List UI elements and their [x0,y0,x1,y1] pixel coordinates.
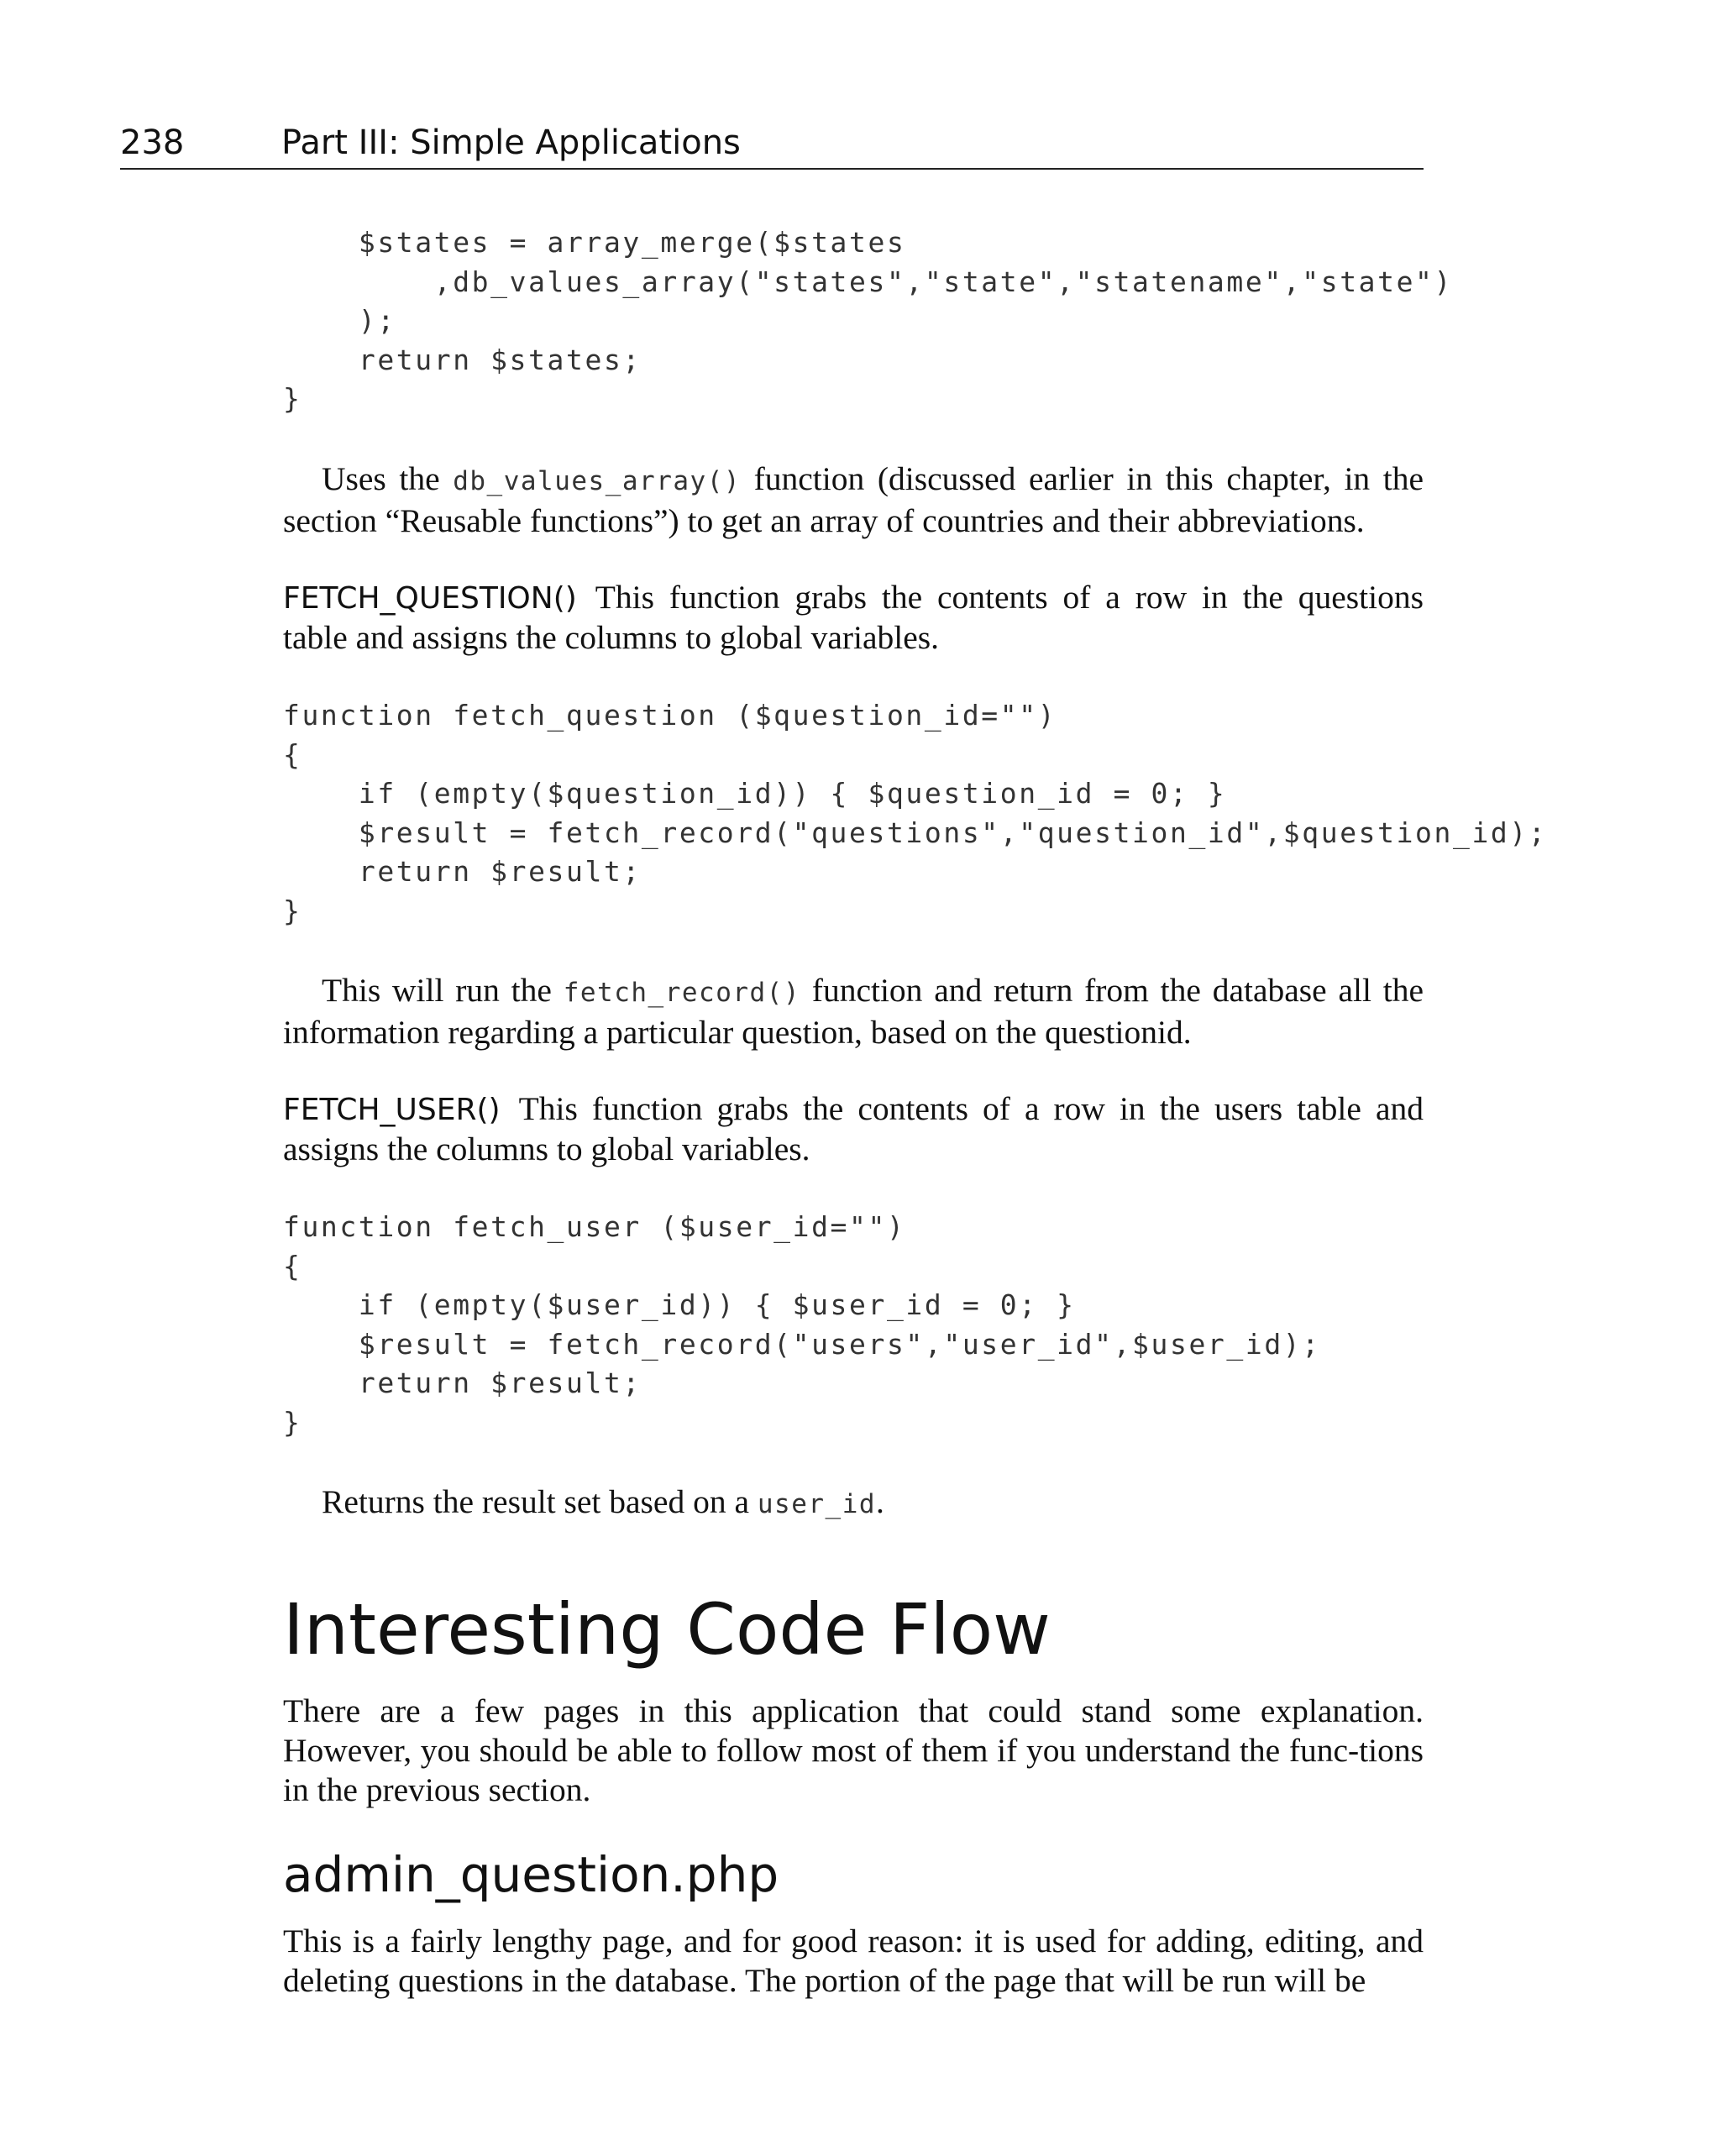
paragraph-text: This function grabs the contents of a row in the users table and assigns the columns to global variables. [283,1090,1424,1167]
code-block-states [283,223,1453,419]
paragraph-text: This function grabs the contents of a row in the questions table and assigns the columns to global variables. [283,579,1424,656]
code-line: function fetch_user ($user_id="") [283,1210,906,1243]
paragraph-fetch-record [283,971,1424,1052]
paragraph-text: . [876,1483,884,1520]
section-paragraph: There are a few pages in this application that could stand some explanation. However, you should be able to follow most of them if you understand the func-tions in the previous section. [283,1692,1424,1808]
paragraph-text: function (discussed earlier in this chapter, in the section “Reusable functions”) to get an array of countries and their abbreviations. [283,460,1424,539]
code-line: } [283,382,302,415]
code-line: ); [283,304,396,337]
code-block-fetch-question [283,696,1547,931]
code-line: $result = fetch_record("users","user_id",$user_id); [283,1327,1321,1361]
paragraph-text: function and return from the database all the information regarding a particular question, based on the questionid. [283,972,1424,1051]
part-title: Part III: Simple Applications [281,123,741,162]
code-line: if (empty($question_id)) { $question_id = 0; } [283,777,1227,810]
page-number: 238 [120,123,185,162]
inline-code: db_values_array() [453,466,742,496]
code-line: $states = array_merge($states [283,226,906,259]
paragraph-fetch-question [283,578,1424,658]
paragraph-fetch-user [283,1089,1424,1169]
paragraph-user-id [283,1482,1424,1524]
code-line: } [283,1405,302,1439]
code-line: { [283,1249,302,1283]
code-line: { [283,737,302,771]
code-line: return $result; [283,855,642,888]
code-line: } [283,894,302,927]
running-header [120,118,1424,170]
function-heading-fetch-user: FETCH_USER() [283,1093,501,1127]
inline-code: fetch_record() [563,978,801,1008]
paragraph-db-values-array [283,459,1424,541]
subsection-heading: admin_question.php [283,1846,779,1903]
paragraph-text: Returns the result set based on a [322,1483,758,1520]
code-line: return $result; [283,1367,642,1399]
code-block-fetch-user [283,1208,1321,1442]
code-line: if (empty($user_id)) { $user_id = 0; } [283,1288,1076,1321]
paragraph-text: Uses the [322,460,454,497]
function-heading-fetch-question: FETCH_QUESTION() [283,581,577,616]
code-line: ,db_values_array("states","state","statename","state") [283,265,1453,298]
code-line: function fetch_question ($question_id="") [283,699,1057,732]
inline-code: user_id [757,1489,877,1519]
paragraph-text: This will run the [322,972,564,1009]
section-heading: Interesting Code Flow [283,1588,1051,1671]
code-line: $result = fetch_record("questions","question_id",$question_id); [283,816,1548,849]
code-line: return $states; [283,343,642,376]
subsection-paragraph: This is a fairly lengthy page, and for good reason: it is used for adding, editing, and deleting questions in the database. The portion of the page that will be run will be [283,1923,1424,1999]
